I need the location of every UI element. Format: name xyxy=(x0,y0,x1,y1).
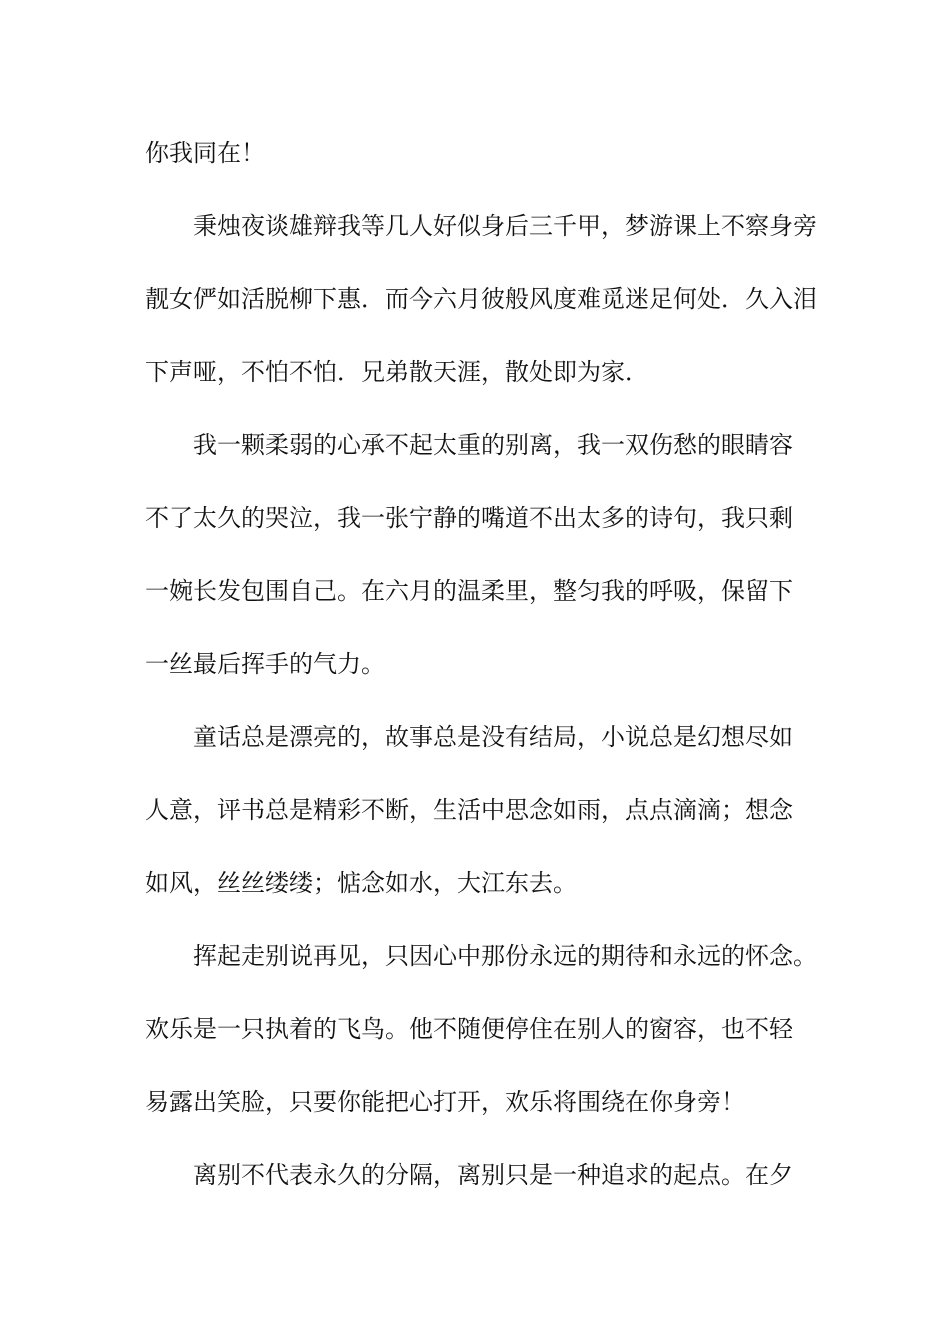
text-line: 易露出笑脸，只要你能把心打开，欢乐将围绕在你身旁！ xyxy=(145,1088,745,1116)
text-line: 童话总是漂亮的，故事总是没有结局，小说总是幻想尽如 xyxy=(193,723,793,751)
text-line: 人意，评书总是精彩不断，生活中思念如雨，点点滴滴；想念 xyxy=(145,796,793,824)
text-line: 挥起走别说再见，只因心中那份永远的期待和永远的怀念。 xyxy=(193,942,817,970)
text-line: 不了太久的哭泣，我一张宁静的嘴道不出太多的诗句，我只剩 xyxy=(145,504,793,532)
text-line: 欢乐是一只执着的飞鸟。他不随便停住在别人的窗容，也不轻 xyxy=(145,1015,793,1043)
text-line: 一婉长发包围自己。在六月的温柔里，整匀我的呼吸，保留下 xyxy=(145,577,793,605)
text-line: 离别不代表永久的分隔，离别只是一种追求的起点。在夕 xyxy=(193,1161,793,1189)
text-line: 靓女俨如活脱柳下惠．而今六月彼般风度难觅迷足何处．久入泪 xyxy=(145,285,817,313)
text-line: 下声哑，不怕不怕．兄弟散天涯，散处即为家． xyxy=(145,358,649,386)
text-line: 如风，丝丝缕缕；惦念如水，大江东去。 xyxy=(145,869,577,897)
text-line: 你我同在！ xyxy=(145,139,265,167)
text-line: 秉烛夜谈雄辩我等几人好似身后三千甲，梦游课上不察身旁 xyxy=(193,212,817,240)
text-line: 我一颗柔弱的心承不起太重的别离，我一双伤愁的眼睛容 xyxy=(193,431,793,459)
text-line: 一丝最后挥手的气力。 xyxy=(145,650,385,678)
